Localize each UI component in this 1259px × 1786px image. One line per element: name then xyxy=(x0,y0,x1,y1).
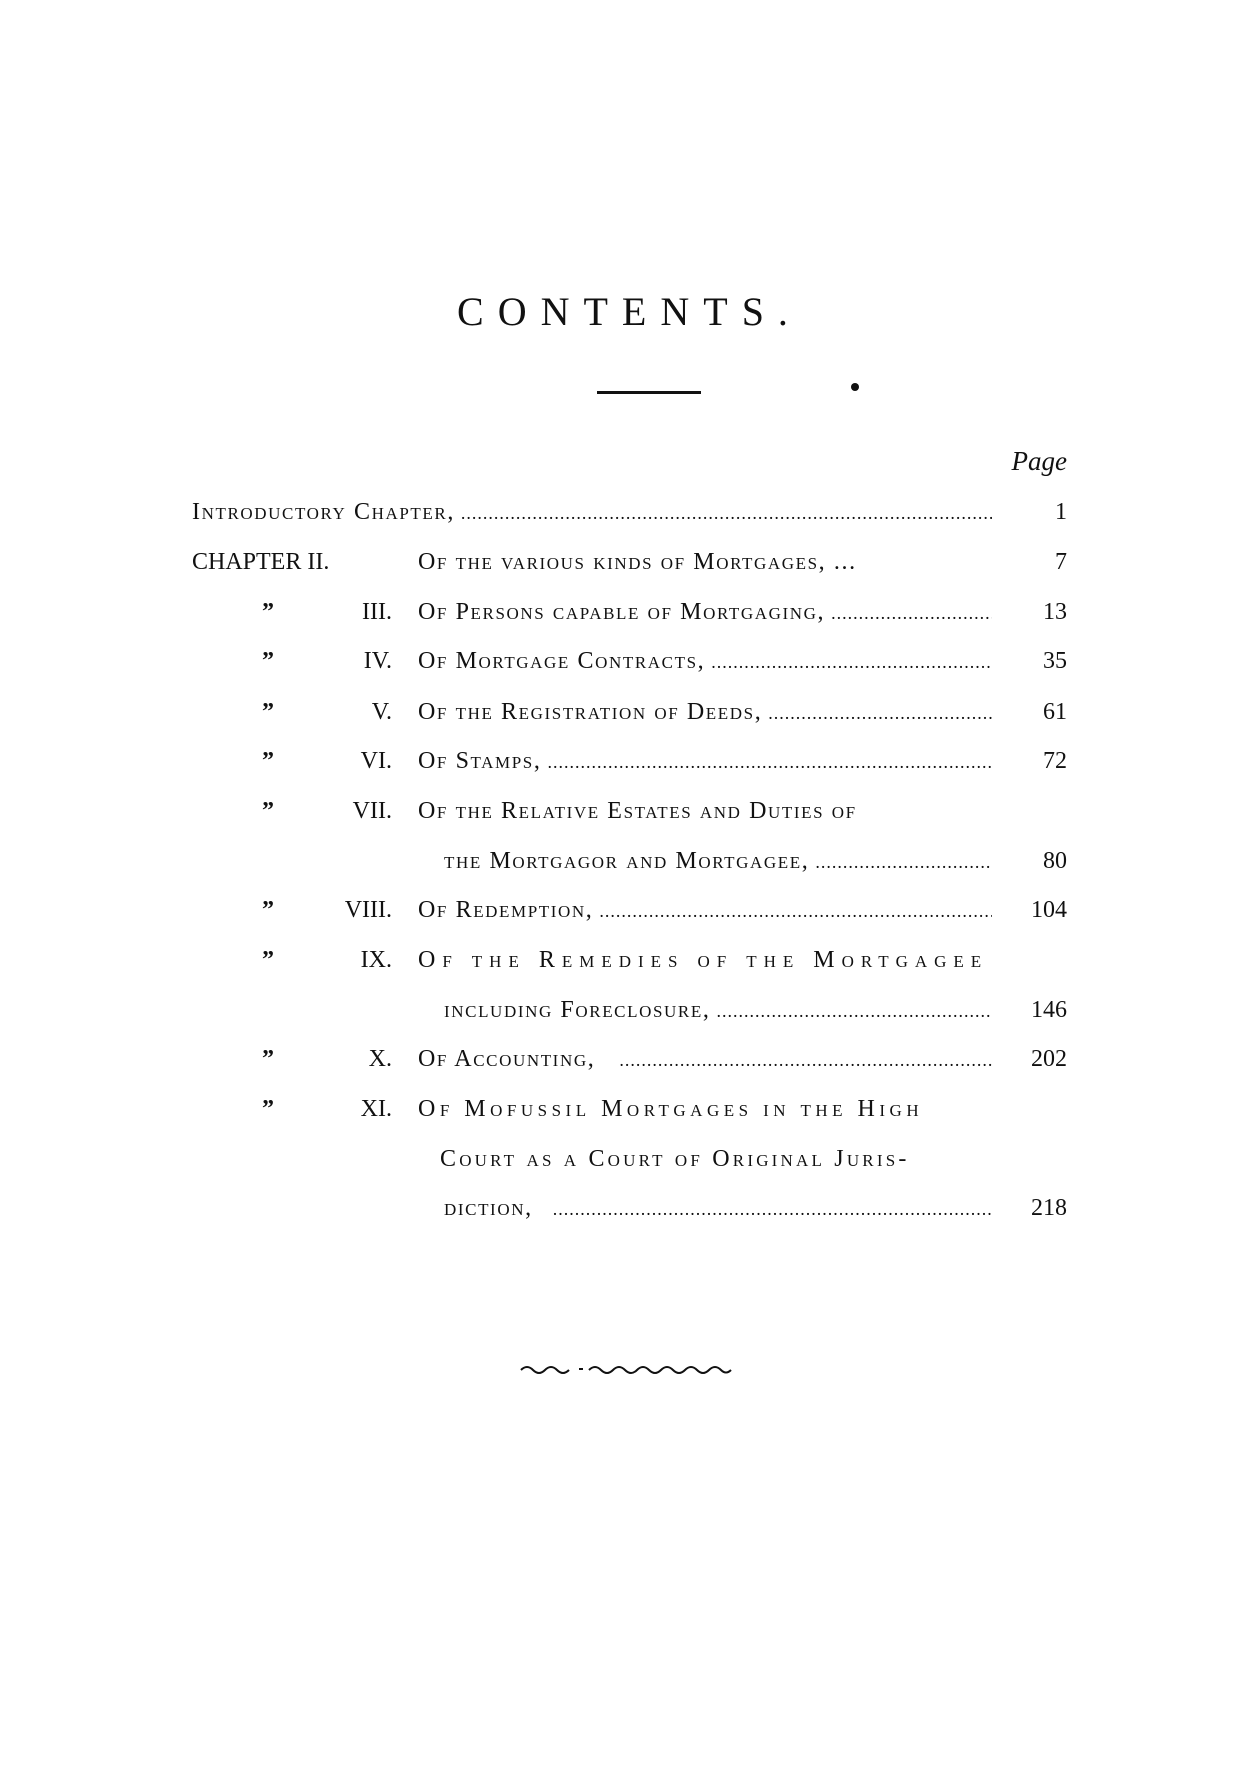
chapter-numeral: XI. xyxy=(360,1096,392,1122)
toc-entry-chapter-viii xyxy=(0,890,1259,930)
dot-leader xyxy=(547,742,992,782)
chapter-label: CHAPTER II. xyxy=(192,549,330,575)
ditto-mark: ” xyxy=(262,1046,274,1072)
dot-leader xyxy=(768,693,992,733)
toc-entry-text xyxy=(418,890,992,931)
ditto-mark: ” xyxy=(262,699,274,725)
toc-entry-chapter-ix-cont xyxy=(0,990,1259,1030)
toc-entry-text xyxy=(444,841,992,882)
chapter-numeral: IX. xyxy=(360,947,392,973)
ditto-mark: ” xyxy=(262,599,274,625)
toc-entry-text xyxy=(444,1188,992,1229)
toc-entry-text xyxy=(192,492,992,533)
toc-entry-chapter-xi-cont2 xyxy=(0,1188,1259,1228)
toc-entry-label: including Foreclosure, xyxy=(444,997,711,1023)
toc-entry-chapter-v xyxy=(0,692,1259,732)
dot-leader xyxy=(553,1189,992,1229)
toc-page-number: 7 xyxy=(1055,549,1067,575)
toc-entry-label: Of Persons capable of Mortgaging, xyxy=(418,599,826,625)
toc-entry-chapter-ii xyxy=(0,542,1259,582)
dot-leader xyxy=(716,991,992,1031)
page-column-heading: Page xyxy=(1011,446,1067,476)
toc-entry-label: Of Accounting, xyxy=(418,1046,596,1072)
toc-entry-text xyxy=(444,990,992,1031)
toc-entry-text xyxy=(418,592,992,633)
chapter-numeral: VII. xyxy=(352,798,392,824)
ditto-mark: ” xyxy=(262,947,274,973)
toc-entry-label: Introductory Chapter, xyxy=(192,499,455,525)
toc-entry-label: diction, xyxy=(444,1195,533,1221)
toc-page-number: 146 xyxy=(1031,997,1067,1023)
toc-entry-text xyxy=(418,542,992,582)
dot-leader xyxy=(599,891,992,931)
toc-entry-label: Of the various kinds of Mortgages, ... xyxy=(418,549,857,575)
toc-entry-chapter-iii xyxy=(0,592,1259,632)
chapter-numeral: VI. xyxy=(360,748,392,774)
toc-page-number: 72 xyxy=(1043,748,1067,774)
toc-entry-label: Court as a Court of Original Juris- xyxy=(440,1146,910,1172)
ink-dot xyxy=(851,383,859,391)
chapter-numeral: III. xyxy=(362,599,392,625)
chapter-numeral: VIII. xyxy=(344,897,392,923)
toc-entry-text xyxy=(418,692,992,733)
toc-entry-text xyxy=(418,1039,992,1080)
toc-entry-label: Of Redemption, xyxy=(418,897,594,923)
page-title: CONTENTS. xyxy=(457,289,802,334)
wavy-ornament xyxy=(519,1358,739,1378)
toc-entry-chapter-xi-cont xyxy=(0,1139,1259,1179)
toc-entry-text xyxy=(418,741,992,782)
toc-entry-chapter-x xyxy=(0,1039,1259,1079)
dot-leader xyxy=(461,493,992,533)
dot-leader xyxy=(831,593,992,633)
chapter-numeral: V. xyxy=(371,699,392,725)
ditto-mark: ” xyxy=(262,1096,274,1122)
toc-page-number: 1 xyxy=(1055,499,1067,525)
toc-entry-label: Of Mortgage Contracts, xyxy=(418,648,706,674)
ditto-mark: ” xyxy=(262,748,274,774)
toc-entry-text xyxy=(440,1139,992,1179)
toc-page-number: 80 xyxy=(1043,848,1067,874)
toc-page-number: 13 xyxy=(1043,599,1067,625)
ditto-mark: ” xyxy=(262,897,274,923)
dot-leader xyxy=(815,842,992,882)
toc-page-number: 104 xyxy=(1031,897,1067,923)
toc-page-number: 202 xyxy=(1031,1046,1067,1072)
toc-entry-label: the Mortgagor and Mortgagee, xyxy=(444,848,810,874)
ditto-mark: ” xyxy=(262,648,274,674)
toc-entry-chapter-xi xyxy=(0,1089,1259,1129)
toc-entry-label: Of the Relative Estates and Duties of xyxy=(418,798,857,824)
toc-entry-chapter-iv xyxy=(0,641,1259,681)
toc-entry-label: Of the Registration of Deeds, xyxy=(418,699,763,725)
chapter-numeral: IV. xyxy=(363,648,392,674)
toc-entry-chapter-vii xyxy=(0,791,1259,831)
toc-entry-label: Of the Remedies of the Mortgagee xyxy=(418,947,989,973)
toc-page-number: 35 xyxy=(1043,648,1067,674)
title-rule xyxy=(597,391,701,394)
toc-entry-label: Of Mofussil Mortgages in the High xyxy=(418,1096,924,1122)
toc-entry-label: Of Stamps, xyxy=(418,748,542,774)
dot-leader xyxy=(711,642,992,682)
toc-entry-chapter-vi xyxy=(0,741,1259,781)
toc-page-number: 218 xyxy=(1031,1195,1067,1221)
chapter-numeral: X. xyxy=(368,1046,392,1072)
toc-entry-chapter-ix xyxy=(0,940,1259,980)
toc-entry-text xyxy=(418,641,992,682)
ditto-mark: ” xyxy=(262,798,274,824)
toc-page-number: 61 xyxy=(1043,699,1067,725)
toc-entry-text xyxy=(418,791,992,831)
toc-entry-text xyxy=(418,940,992,980)
toc-entry-text xyxy=(418,1089,992,1129)
toc-entry-chapter-vii-cont xyxy=(0,841,1259,881)
dot-leader xyxy=(619,1040,992,1080)
toc-entry-introductory xyxy=(0,492,1259,532)
